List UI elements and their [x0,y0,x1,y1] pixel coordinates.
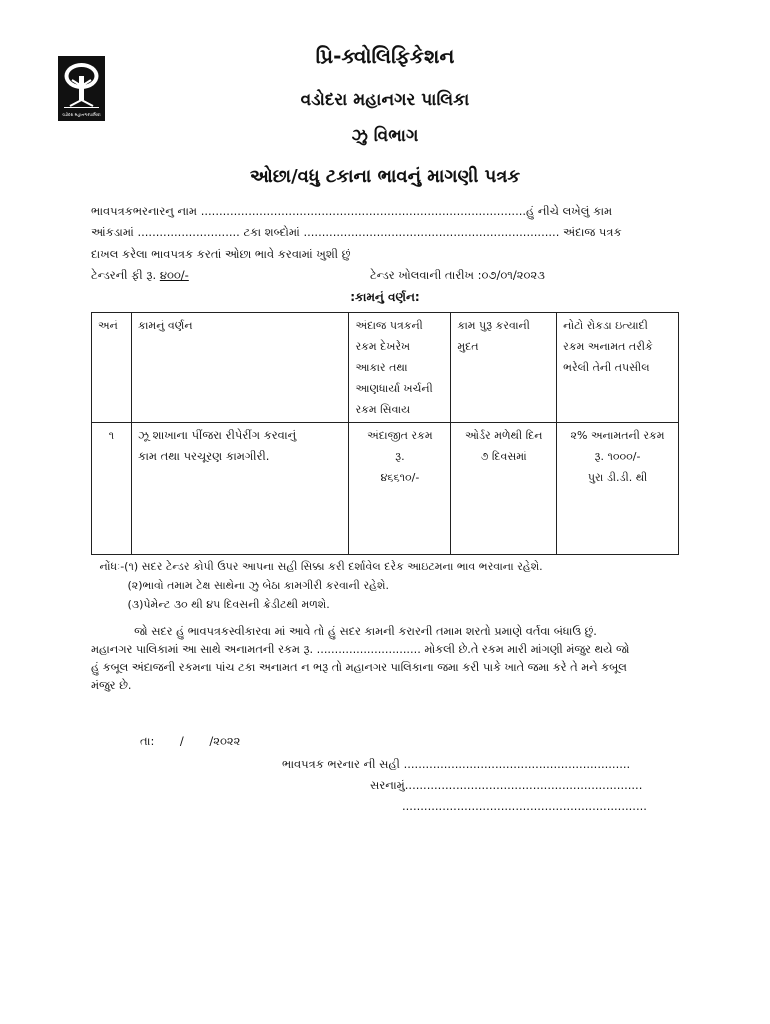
page-title: પ્રિ-ક્વોલિફિકેશન [315,44,455,68]
date-field: તા: / /૨૦૨૨ [140,734,241,748]
tender-opening-date: ટેન્ડર ખોલવાની તારીખ :૦૭/૦૧/૨૦૨૩ [370,268,545,282]
row-description: ઝૂ શાખાના પીંજરા રીપેરીંગ કરવાનું કામ તથા પરચૂરણ કામગીરી. [131,423,349,555]
note-3: (૩)પેમેન્ટ ૩૦ થી ૪૫ દિવસની ક્રેડીટથી મળશે. [127,598,330,611]
work-description-heading: :કામનું વર્ણન: [350,290,420,304]
note-1: નોંધઃ-(૧) સદર ટેન્ડર કોપી ઉપર આપના સહી સિક્કા કરી દર્શાવેલ દરેક આઇટમના ભાવ ભરવાના રહેશે. [99,560,543,573]
work-table [91,312,679,616]
header-deposit: નોટો રોકડા ઇત્યાદી રકમ અનામત તરીકે ભરેલી તેની તપસીલ [557,313,679,423]
tender-fee [91,267,189,283]
declaration-paragraph: જો સદર હું ભાવપત્રકસ્વીકારવા માં આવે તો હું સદર કામની કરારની તમામ શરતો પ્રમાણે વર્તવા બંધાઉ છું. મહાનગર પાલિકામાં આ સાથે અનામતની રકમ રૂ. ............................. મોકલી છે.તે રકમ મારી માંગણી મંજુર થયે જો હું કબૂલ અંદાજની રકમના પાંચ ટકા અનામત ન ભરૂ તો મહાનગર પાલિકાના જમા કરી પાકે ખાતે જમા કરે તે મને કબૂલ મંજુર છે. [91,625,630,692]
document-title: ઓછા/વધુ ટકાના ભાવનું માગણી પત્રક [249,166,521,187]
logo-caption: વડોદરા મહાનગરપાલિકા [62,112,101,117]
lower-rate-line: દાખલ કરેલા ભાવપત્રક કરતાં ઓછા ભાવે કરવામાં ખુશી છું [91,247,351,261]
header-duration: કામ પુરૂ કરવાની મુદત [451,313,557,423]
tender-fee-value: ૪૦૦/- [159,268,189,282]
table-row [92,423,679,555]
row-deposit: ૨% અનામતની રકમ રૂ. ૧૦૦૦/- પુરા ડી.ડી. થી [557,423,679,555]
table-header-row [92,313,679,423]
row-estimate: અંદાજીત રકમ રૂ. ૪૬૬૧૦/- [349,423,451,555]
organization-name: વડોદરા મહાનગર પાલિકા [300,90,470,110]
bidder-name-line: ભાવપત્રકભરનારનુ નામ .........................................................................................હું નીચે લખેલું કામ [91,204,613,218]
address-line: સરનામું................................................................. [370,778,643,792]
row-duration: ઓર્ડર મળેથી દિન ૭ દિવસમાં [451,423,557,555]
percentage-line: આંકડામાં ............................ ટકા શબ્દોમાં ...................................................................... અંદાજ પત્રક [91,225,622,239]
row-serial: ૧ [92,423,132,555]
address-line-2: ................................................................... [402,799,647,813]
header-description: કામનું વર્ણન [131,313,349,423]
department-name: ઝુ વિભાગ [351,126,419,146]
header-serial: અનં [92,313,132,423]
tender-fee-label: ટેન્ડરની ફી રૂ. [91,268,160,282]
note-2: (૨)ભાવો તમામ ટેક્ષ સાથેના ઝુ બેઠા કામગીરી કરવાની રહેશે. [127,579,389,592]
notes-row [92,555,679,617]
header-estimate: અંદાજ પત્રકની રકમ દેખરેખ આકાર તથા આણધાર્યા ખર્ચની રકમ સિવાય [349,313,451,423]
signature-line: ભાવપત્રક ભરનાર ની સહી .............................................................. [282,757,631,771]
